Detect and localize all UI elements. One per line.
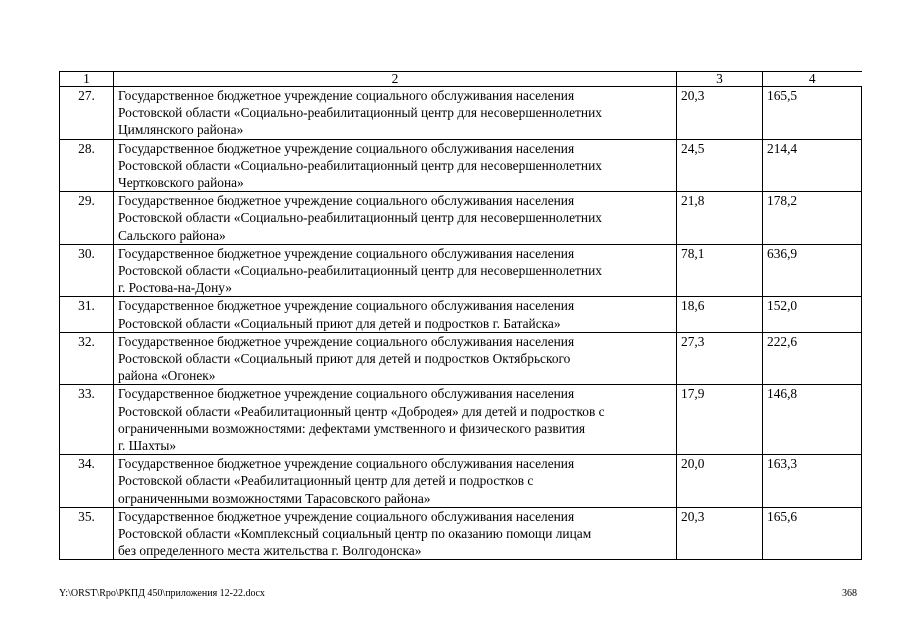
value-col4-cell: 636,9 [763, 244, 862, 297]
value-col4-cell: 165,6 [763, 507, 862, 560]
value-col3-cell: 17,9 [677, 385, 763, 455]
table-row [60, 87, 862, 140]
institution-name-cell [114, 455, 677, 508]
value-col3-cell: 18,6 [677, 297, 763, 332]
institution-name-line: Государственное бюджетное учреждение социального обслуживания населения [118, 386, 575, 402]
table-body [60, 72, 862, 560]
institution-name-line: Ростовской области «Социальный приют для детей и подростков Октябрьского [118, 351, 571, 367]
institution-name-cell [114, 507, 677, 560]
footer-file-path: Y:\ORST\Rpo\РКПД 450\приложения 12-22.docx [59, 588, 265, 599]
institution-name-line: Государственное бюджетное учреждение социального обслуживания населения [118, 298, 575, 314]
table-row [60, 192, 862, 245]
value-col4-cell: 222,6 [763, 332, 862, 385]
table-row [60, 244, 862, 297]
table-row [60, 455, 862, 508]
institution-name-line: без определенного места жительства г. Волгодонска» [118, 543, 422, 559]
header-cell-3: 3 [677, 72, 763, 87]
institution-name-line: г. Шахты» [118, 438, 177, 454]
row-number-cell: 27. [60, 87, 114, 140]
row-number-cell: 29. [60, 192, 114, 245]
table-row [60, 297, 862, 332]
institution-name-line: Государственное бюджетное учреждение социального обслуживания населения [118, 245, 575, 261]
table-row [60, 385, 862, 455]
row-number-cell: 32. [60, 332, 114, 385]
row-number-cell: 35. [60, 507, 114, 560]
institution-name-line: Государственное бюджетное учреждение социального обслуживания населения [118, 508, 575, 524]
header-cell-4: 4 [763, 72, 862, 87]
value-col3-cell: 24,5 [677, 139, 763, 192]
institution-name-cell [114, 87, 677, 140]
value-col3-cell: 21,8 [677, 192, 763, 245]
value-col4-cell: 163,3 [763, 455, 862, 508]
institution-name-line: Ростовской области «Комплексный социальный центр по оказанию помощи лицам [118, 526, 592, 542]
institution-name-cell [114, 332, 677, 385]
institution-name-line: Ростовской области «Социальный приют для детей и подростков г. Батайска» [118, 315, 561, 331]
institution-name-cell [114, 139, 677, 192]
institution-name-line: Ростовской области «Реабилитационный центр для детей и подростков с [118, 473, 534, 489]
table-header-row [60, 72, 862, 87]
value-col4-cell: 178,2 [763, 192, 862, 245]
value-col3-cell: 78,1 [677, 244, 763, 297]
row-number-cell: 33. [60, 385, 114, 455]
institution-name-line: г. Ростова-на-Дону» [118, 280, 232, 296]
row-number-cell: 30. [60, 244, 114, 297]
institution-name-line: Ростовской области «Социально-реабилитационный центр для несовершеннолетних [118, 105, 602, 121]
institution-name-line: района «Огонек» [118, 368, 216, 384]
value-col3-cell: 20,3 [677, 87, 763, 140]
institution-name-line: Государственное бюджетное учреждение социального обслуживания населения [118, 333, 575, 349]
row-number-cell: 31. [60, 297, 114, 332]
data-table [59, 71, 862, 560]
row-number-cell: 34. [60, 455, 114, 508]
institution-name-line: Ростовской области «Реабилитационный центр «Добродея» для детей и подростков с [118, 403, 605, 419]
institution-name-cell [114, 385, 677, 455]
institution-name-cell [114, 297, 677, 332]
value-col4-cell: 214,4 [763, 139, 862, 192]
footer-page-number: 368 [842, 588, 857, 599]
institution-name-line: Цимлянского района» [118, 122, 244, 138]
value-col3-cell: 20,0 [677, 455, 763, 508]
institution-name-cell [114, 244, 677, 297]
value-col4-cell: 146,8 [763, 385, 862, 455]
header-cell-2: 2 [114, 72, 677, 87]
table-row [60, 332, 862, 385]
institution-name-line: Ростовской области «Социально-реабилитационный центр для несовершеннолетних [118, 210, 602, 226]
institution-name-line: Ростовской области «Социально-реабилитационный центр для несовершеннолетних [118, 157, 602, 173]
institution-name-line: Государственное бюджетное учреждение социального обслуживания населения [118, 88, 575, 103]
table-row [60, 507, 862, 560]
value-col4-cell: 165,5 [763, 87, 862, 140]
institution-name-cell [114, 192, 677, 245]
institution-name-line: Государственное бюджетное учреждение социального обслуживания населения [118, 193, 575, 209]
table-row [60, 139, 862, 192]
row-number-cell: 28. [60, 139, 114, 192]
institution-name-line: Государственное бюджетное учреждение социального обслуживания населения [118, 140, 575, 156]
institution-name-line: Сальского района» [118, 227, 226, 243]
value-col3-cell: 27,3 [677, 332, 763, 385]
institution-name-line: Государственное бюджетное учреждение социального обслуживания населения [118, 456, 575, 472]
institution-name-line: ограниченными возможностями Тарасовского района» [118, 490, 431, 506]
header-cell-1: 1 [60, 72, 114, 87]
institution-name-line: ограниченными возможностями: дефектами умственного и физического развития [118, 420, 586, 436]
value-col4-cell: 152,0 [763, 297, 862, 332]
institution-name-line: Чертковского района» [118, 175, 244, 191]
value-col3-cell: 20,3 [677, 507, 763, 560]
institution-name-line: Ростовской области «Социально-реабилитационный центр для несовершеннолетних [118, 263, 602, 279]
